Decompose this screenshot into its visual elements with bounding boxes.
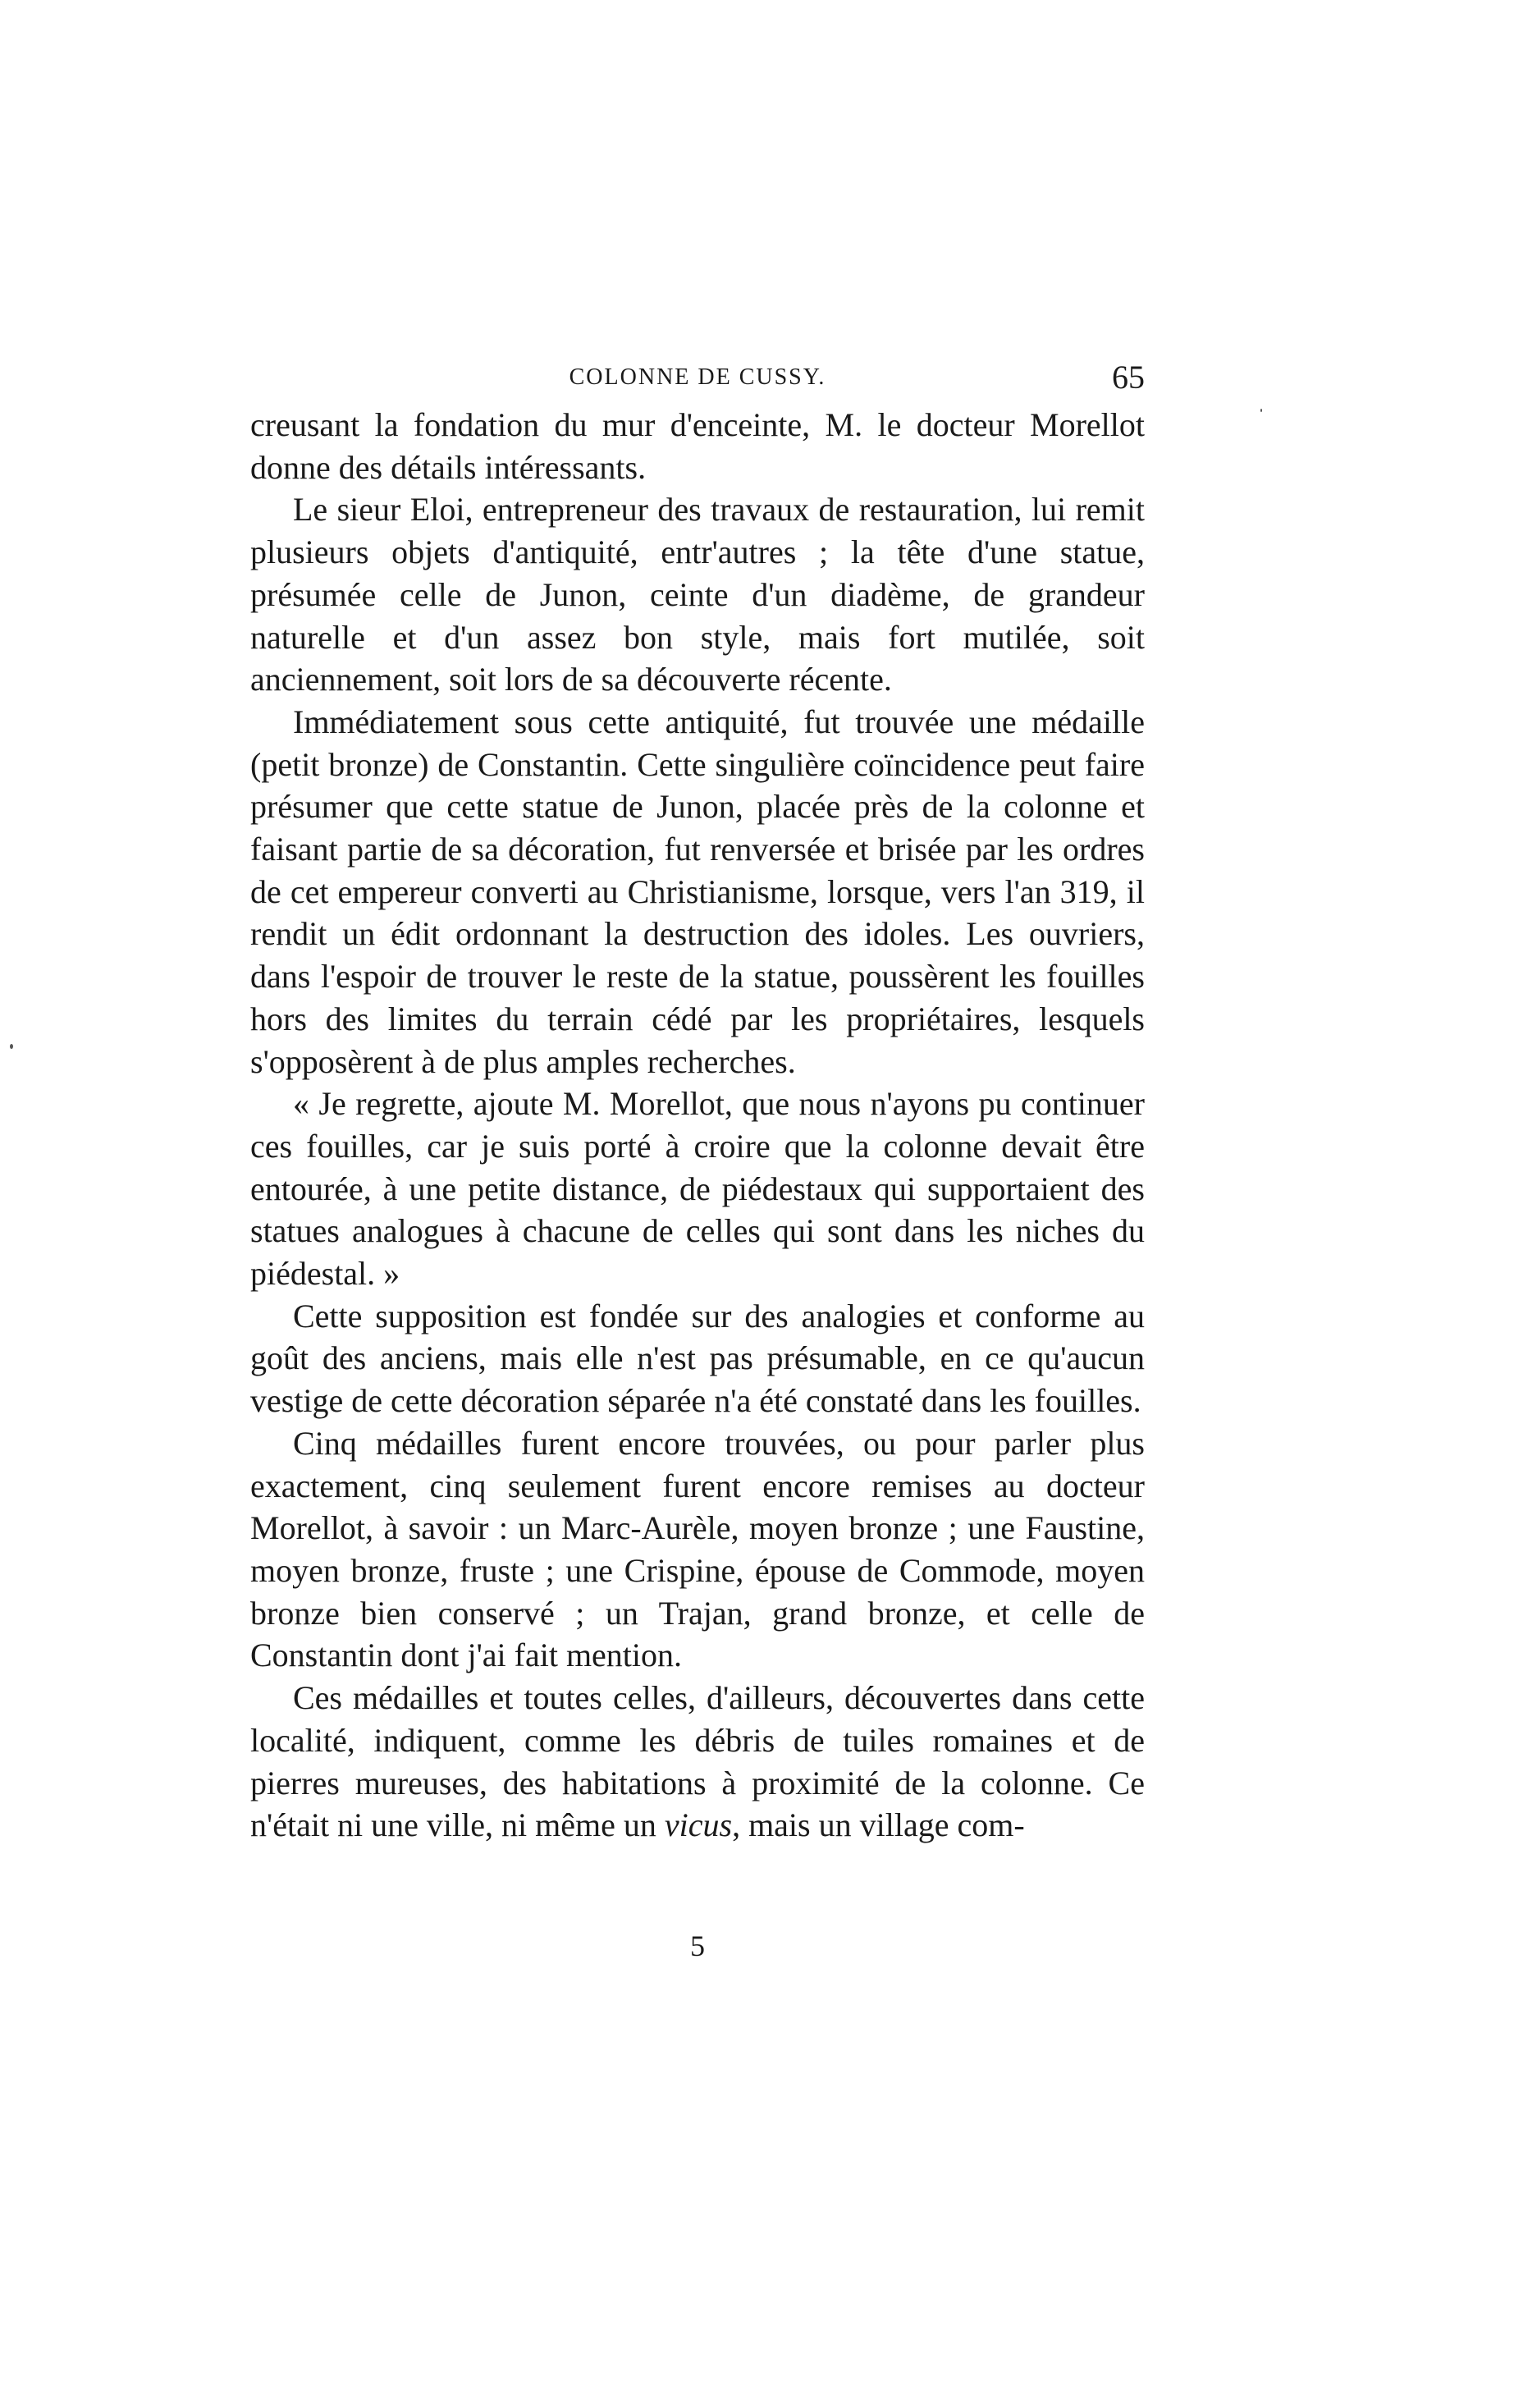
paragraph-3-text: Immédiatement sous cette antiquité, fut trouvée une médaille (petit bronze) de Constantin. Cette singulière coïncidence peut faire présumer que cette statue de Junon, placée près de la colonne et faisant partie de sa décoration, fut renversée et brisée par les ordres de cet empereur converti au Christianisme, lorsque, vers l'an 319, il rendit un édit ordonnant la destruction des idoles. Les ouvriers, dans l'espoir de trouver le reste de la statue, poussèrent les fouilles hors des limites du terrain cédé par les propriétaires, lesquels s'opposèrent à de plus amples recherches. bbox=[250, 703, 1145, 1080]
page-header bbox=[250, 353, 1145, 402]
paragraph-6-text: Cinq médailles furent encore trouvées, ou pour parler plus exactement, cinq seulement furent encore remises au docteur Morellot, à savoir : un Marc-Aurèle, moyen bronze ; une Faustine, moyen bronze, fruste ; une Crispine, épouse de Commode, moyen bronze bien conservé ; un Trajan, grand bronze, et celle de Constantin dont j'ai fait mention. bbox=[250, 1424, 1145, 1674]
paragraph-4-text: « Je regrette, ajoute M. Morellot, que nous n'ayons pu continuer ces fouilles, car je suis porté à croire que la colonne devait être entourée, à une petite distance, de piédestaux qui supportaient des statues analogues à chacune de celles qui sont dans les niches du piédestal. » bbox=[250, 1085, 1145, 1293]
paragraph-1-text: creusant la fondation du mur d'enceinte, M. le docteur Morellot donne des détails intéressants. bbox=[250, 406, 1145, 486]
paper-speck bbox=[1260, 409, 1262, 412]
paragraph-1 bbox=[250, 404, 1145, 488]
paragraph-5-text: Cette supposition est fondée sur des analogies et conforme au goût des anciens, mais elle n'est pas présumable, en ce qu'aucun vestige de cette décoration séparée n'a été constaté dans les fouilles. bbox=[250, 1297, 1145, 1420]
paragraph-4 bbox=[250, 1083, 1145, 1295]
signature-mark: 5 bbox=[690, 1930, 705, 1962]
paragraph-7 bbox=[250, 1677, 1145, 1847]
paper-speck bbox=[10, 1044, 13, 1049]
paragraph-6 bbox=[250, 1422, 1145, 1677]
paragraph-7-italic-word: vicus bbox=[664, 1806, 733, 1844]
page-number: 65 bbox=[1112, 359, 1145, 396]
running-title: COLONNE DE CUSSY. bbox=[569, 364, 826, 390]
paragraph-7-text-b: , mais un village com- bbox=[732, 1806, 1025, 1844]
paragraph-2-text: Le sieur Eloi, entrepreneur des travaux de restauration, lui remit plusieurs objets d'antiquité, entr'autres ; la tête d'une statue, présumée celle de Junon, ceinte d'un diadème, de grandeur naturelle et d'un assez bon style, mais fort mutilée, soit anciennement, soit lors de sa découverte récente. bbox=[250, 491, 1145, 698]
paragraph-7-text-a: Ces médailles et toutes celles, d'ailleurs, découvertes dans cette localité, indiquent, comme les débris de tuiles romaines et de pierres mureuses, des habitations à proximité de la colonne. Ce n'était ni une ville, ni même un bbox=[250, 1679, 1145, 1844]
paragraph-2 bbox=[250, 488, 1145, 701]
paragraph-3 bbox=[250, 701, 1145, 1083]
body-text bbox=[250, 404, 1145, 1847]
paragraph-5 bbox=[250, 1295, 1145, 1422]
